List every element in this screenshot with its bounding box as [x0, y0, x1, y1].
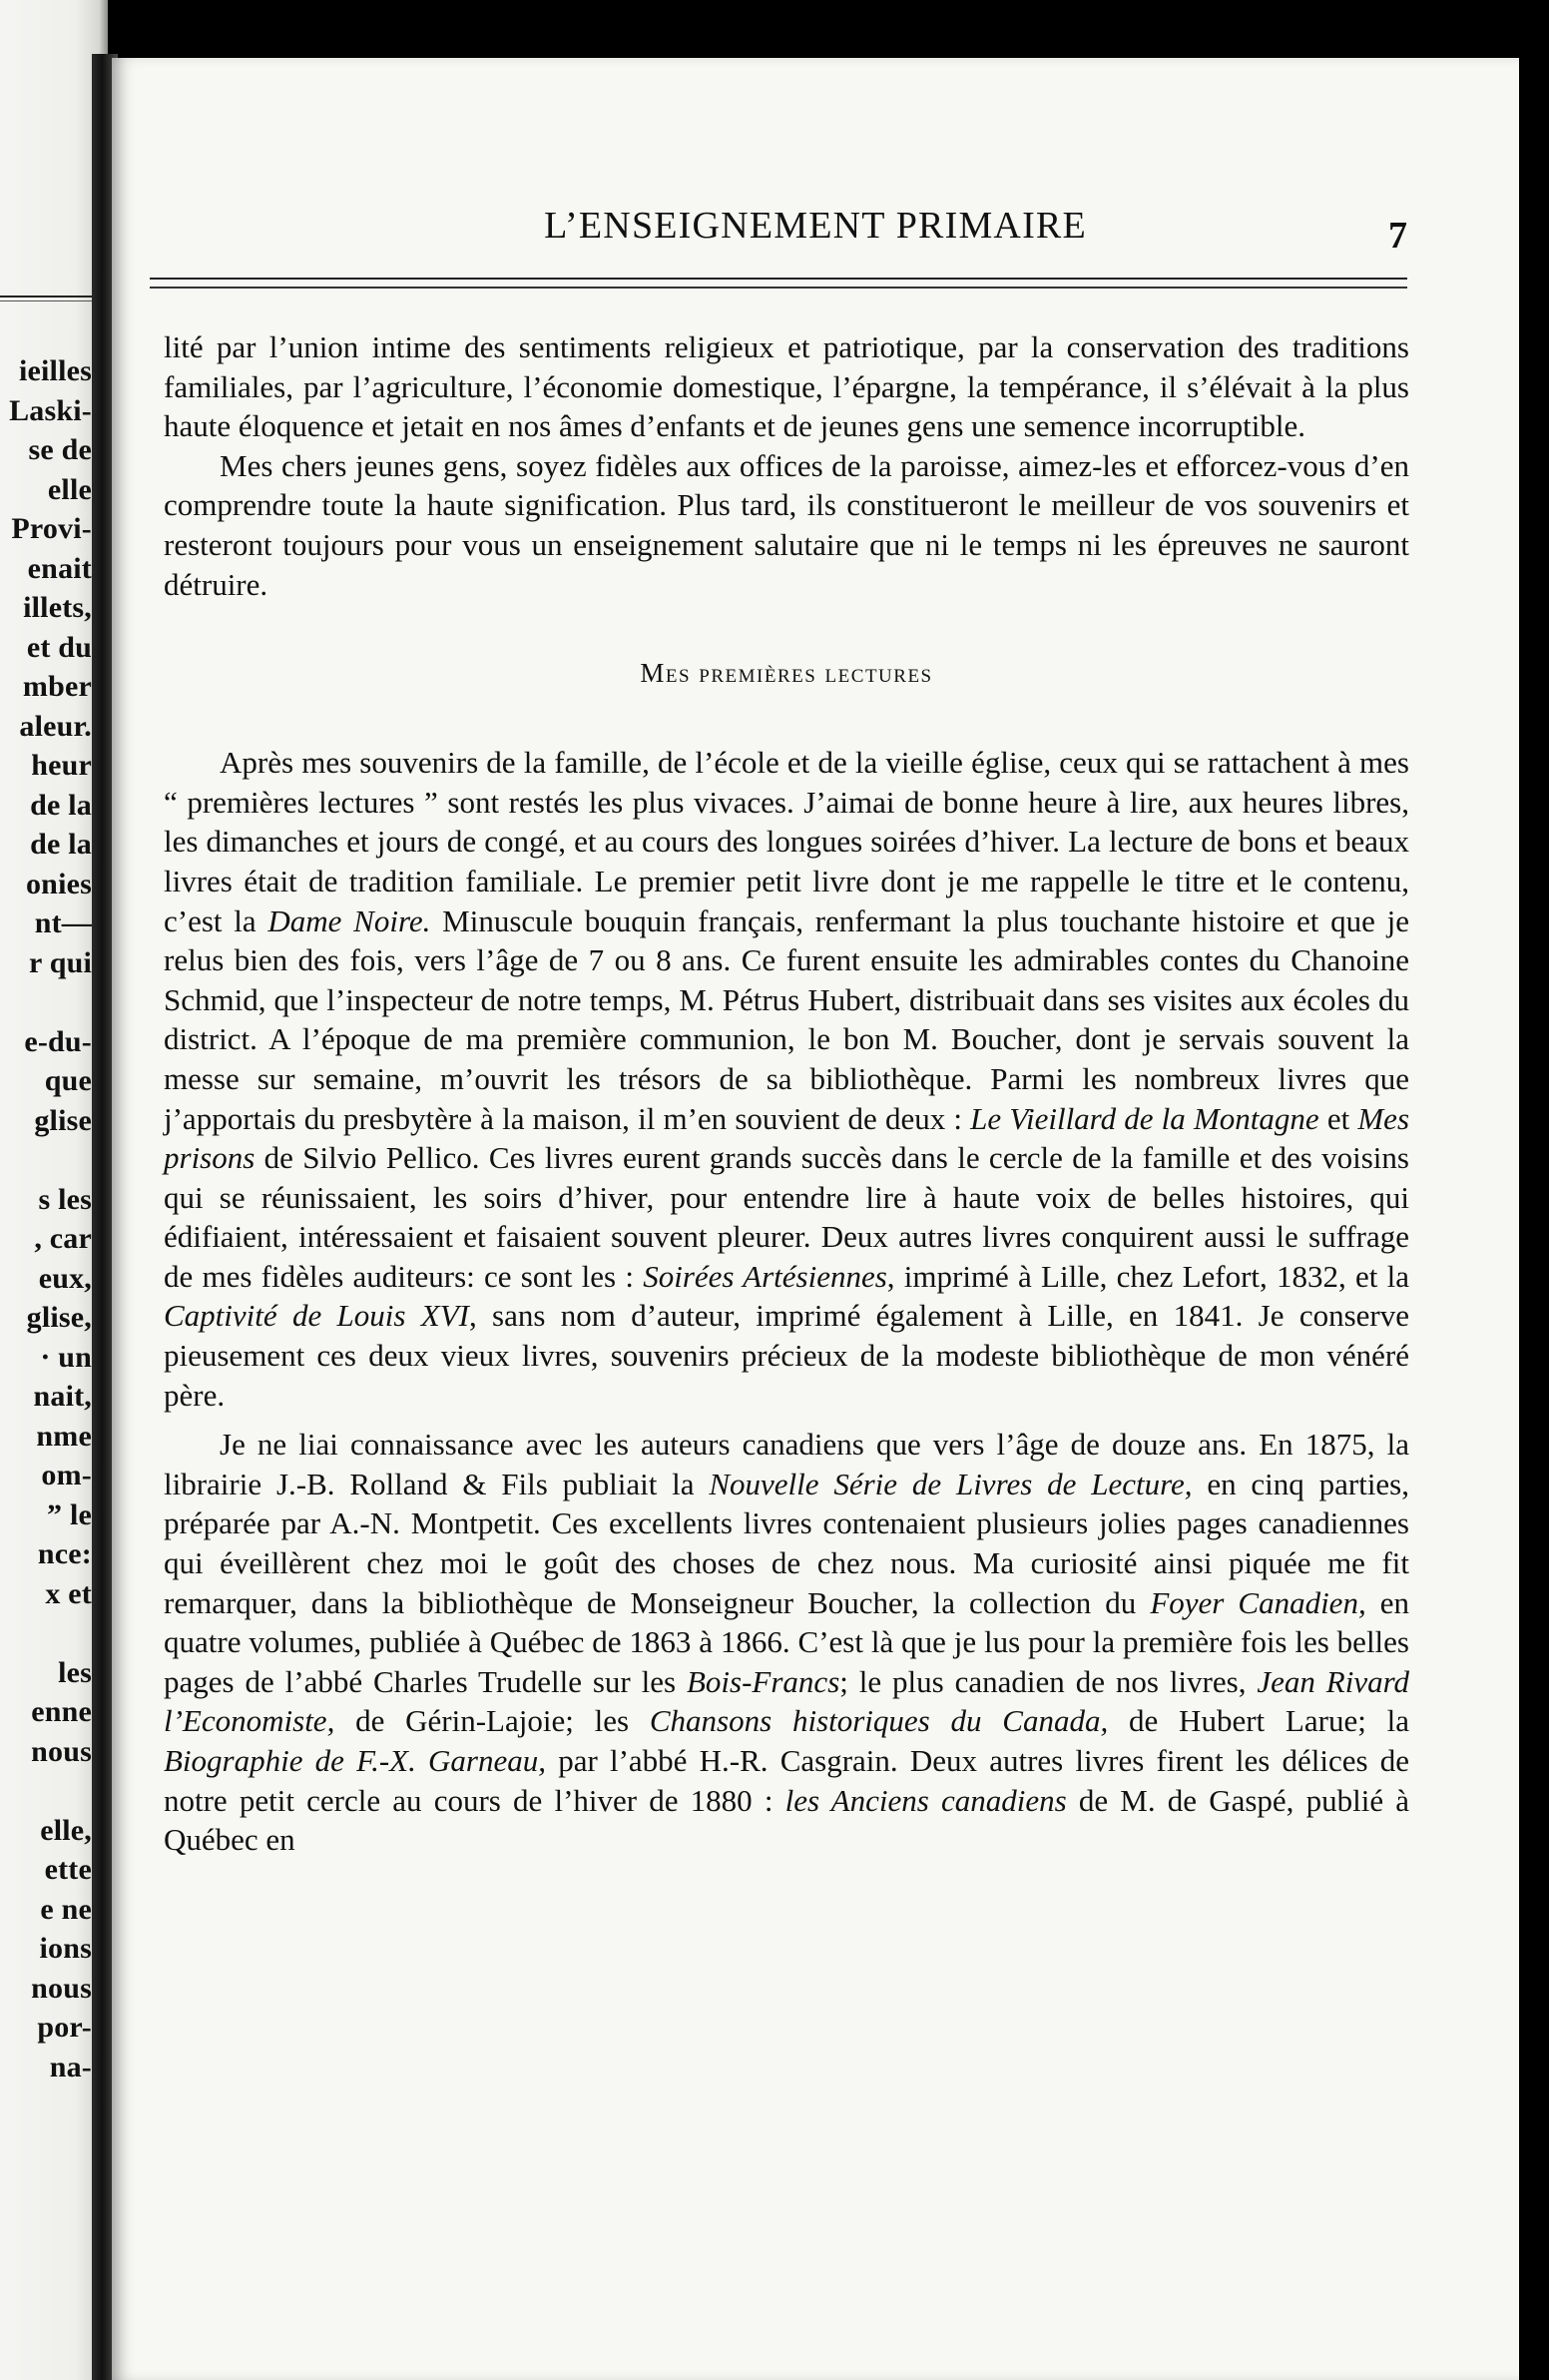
text-run: de Gérin-Lajoie; les [334, 1703, 650, 1739]
adjacent-page-fragment: nme [36, 1419, 92, 1453]
text-run: en cinq parties, préparée par A.-N. Montpetit. Ces excellents livres contenaient plusieurs jolies pages canadiennes qui éveillèrent chez moi le goût des choses de chez nous. Ma curiosité ainsi piquée me fit remarquer, dans la bibliothèque de Monseigneur Boucher, la collection du [164, 1466, 1410, 1620]
running-head: L’ENSEIGNEMENT PRIMAIRE [544, 205, 1087, 247]
book-title-italic: Mes prisons [164, 1100, 1410, 1176]
adjacent-page-fragment: enne [31, 1695, 92, 1728]
adjacent-page-fragment: om- [41, 1459, 92, 1491]
adjacent-page-fragment: s les [38, 1182, 92, 1216]
adjacent-page-fragment: Laski- [9, 393, 92, 427]
adjacent-page-fragment: les [58, 1655, 92, 1689]
adjacent-page-fragment: heur [31, 749, 92, 782]
adjacent-page-rule [0, 296, 96, 301]
body-text [164, 327, 1409, 1860]
adjacent-page-fragment: aleur. [19, 709, 92, 743]
adjacent-page-fragment [0, 1140, 92, 1180]
adjacent-page-fragment: Provi- [11, 512, 92, 545]
adjacent-page-fragment: que [44, 1064, 92, 1097]
paragraph-2: Mes chers jeunes gens, soyez fidèles aux offices de la paroisse, aimez-les et efforcez-vous d’en comprendre toute la haute signification. Plus tard, ils constitueront le meilleur de vos souvenirs et resteront toujours pour vous un enseignement salutaire que ni le temps ni les épreuves ne sauront détruire. [164, 447, 1409, 602]
adjacent-page-fragment: , car [34, 1222, 92, 1255]
paragraph-1: lité par l’union intime des sentiments religieux et patriotique, par la conservation des traditions familiales, par l’agriculture, l’économie domestique, l’épargne, la tempérance, il s’élévait à la plus haute éloquence et jetait en nos âmes d’enfants et de jeunes gens une semence incorruptible. [164, 329, 1409, 444]
adjacent-page-fragment: ette [44, 1853, 92, 1886]
adjacent-page-fragment: nt— [34, 906, 92, 939]
book-title-italic: Soirées Artésiennes [643, 1258, 887, 1294]
header-rule-double [150, 287, 1407, 289]
adjacent-page-fragment: enait [27, 551, 92, 585]
paragraph-4 [164, 1425, 1409, 1860]
book-title-italic: Captivité de Louis XVI [164, 1298, 469, 1334]
adjacent-page-fragment: e ne [40, 1892, 92, 1926]
adjacent-page-fragment: illets, [23, 591, 92, 624]
adjacent-page-fragment: x et [45, 1576, 92, 1610]
page-number: 7 [1388, 215, 1407, 257]
adjacent-page-fragment: ions [39, 1932, 92, 1965]
book-title-italic: Bois-Francs [687, 1663, 840, 1699]
adjacent-page-fragment: et du [26, 630, 92, 664]
text-run: par l’abbé H.-R. Casgrain. Deux autres livres firent les délices de notre petit cercle au cours de l’hiver de 1880 : [164, 1743, 1409, 1818]
adjacent-page-fragment: nce: [37, 1537, 92, 1570]
book-title-italic: les Anciens canadiens [784, 1782, 1067, 1818]
text-run: et [1318, 1100, 1358, 1136]
adjacent-page-fragment: glise, [26, 1301, 92, 1334]
adjacent-page-fragment [0, 1613, 92, 1653]
text-run: en quatre volumes, publiée à Québec de 1863 à 1866. C’est là que je lus pour la première fois les belles pages de l’abbé Charles Trudelle sur les [164, 1584, 1409, 1699]
adjacent-page-text [0, 351, 92, 2086]
adjacent-page-fragment: nous [31, 1734, 92, 1768]
adjacent-page-fragment [0, 1771, 92, 1811]
text-run: de Hubert Larue; la [1108, 1703, 1409, 1739]
adjacent-page-fragment: eux, [38, 1261, 92, 1295]
book-title-italic: Dame Noire. [267, 902, 431, 938]
text-run: Après mes souvenirs de la famille, de l’école et de la vieille église, ceux qui se rattachent à mes “ premières lectures ” sont restés les plus vivaces. J’aimai de bonne heure à lire, aux heures libres, les dimanches et jours de congé, et au cours des longues soirées d’hiver. La lecture de bons et beaux livres était de tradition familiale. Le premier petit livre dont je me rappelle le titre et le contenu, c’est la [164, 745, 1409, 938]
adjacent-page-fragment: elle [47, 472, 92, 506]
text-run: , imprimé à Lille, chez Lefort, 1832, et la [886, 1258, 1409, 1294]
book-page [112, 58, 1519, 2380]
adjacent-page-fragment: se de [28, 433, 92, 466]
adjacent-page-fragment [0, 982, 92, 1022]
adjacent-page-fragment: · un [40, 1340, 92, 1374]
adjacent-page-fragment: ” le [47, 1497, 92, 1531]
adjacent-page-fragment: glise [34, 1103, 92, 1137]
book-title-italic: Chansons historiques du Canada, [649, 1703, 1109, 1739]
adjacent-page-fragment: nait, [33, 1380, 92, 1413]
text-run: Je ne liai connaissance avec les auteurs canadiens que vers l’âge de douze ans. En 1875, la librairie J.-B. Rolland & Fils publiait la [164, 1427, 1409, 1501]
paragraph-3 [164, 743, 1409, 1415]
adjacent-page-fragment: elle, [40, 1813, 92, 1847]
adjacent-page-fragment: de la [30, 828, 92, 861]
adjacent-page-fragment: nous [31, 1971, 92, 2005]
book-title-italic: Le Vieillard de la Montagne [970, 1100, 1319, 1136]
adjacent-page-fragment: mber [22, 670, 92, 703]
book-title-italic: Biographie de F.-X. Garneau, [164, 1743, 546, 1778]
text-run: de Silvio Pellico. Ces livres eurent grands succès dans le cercle de la famille et des voisins qui se réunissaient, les soirs d’hiver, pour entendre lire à haute voix de belles histoires, qui édifiaient, intéressaient et faisaient souvent pleurer. Deux autres livres conquirent aussi le suffrage de mes fidèles auditeurs: ce sont les : [164, 1140, 1409, 1294]
section-title: Mes premières lectures [640, 658, 933, 689]
adjacent-page-fragment: onies [25, 867, 92, 900]
adjacent-page-fragment: de la [30, 788, 92, 822]
adjacent-page-fragment: por- [37, 2011, 92, 2044]
header-rule [150, 278, 1407, 280]
text-run: de M. de Gaspé, publié à Québec en [164, 1782, 1410, 1858]
text-run: Minuscule bouquin français, renfermant la plus touchante histoire et que je relus bien des fois, vers l’âge de 7 ou 8 ans. Ce furent ensuite les admirables contes du Chanoine Schmid, que l’inspecteur de notre temps, M. Pétrus Hubert, distribuait dans ses visites aux écoles du district. A l’époque de ma première communion, le bon M. Boucher, dont je servais souvent la messe sur semaine, m’ouvrit les trésors de sa bibliothèque. Parmi les nombreux livres que j’apportais du presbytère à la maison, il m’en souvient de deux : [164, 902, 1409, 1136]
book-title-italic: Foyer Canadien, [1150, 1584, 1366, 1620]
text-run: ; le plus canadien de nos livres, [839, 1663, 1258, 1699]
adjacent-page-fragment: e-du- [24, 1024, 92, 1058]
book-title-italic: Nouvelle Série de Livres de Lecture, [709, 1466, 1193, 1501]
adjacent-page-fragment: r qui [29, 945, 92, 979]
adjacent-page-fragment: na- [49, 2050, 92, 2083]
adjacent-page-fragment: ieilles [18, 354, 92, 387]
book-title-italic: Jean Rivard l’Economiste, [164, 1663, 1410, 1739]
text-run: , sans nom d’auteur, imprimé également à Lille, en 1841. Je conserve pieusement ces deux vieux livres, souvenirs précieux de la modeste bibliothèque de mon vénéré père. [164, 1298, 1409, 1413]
